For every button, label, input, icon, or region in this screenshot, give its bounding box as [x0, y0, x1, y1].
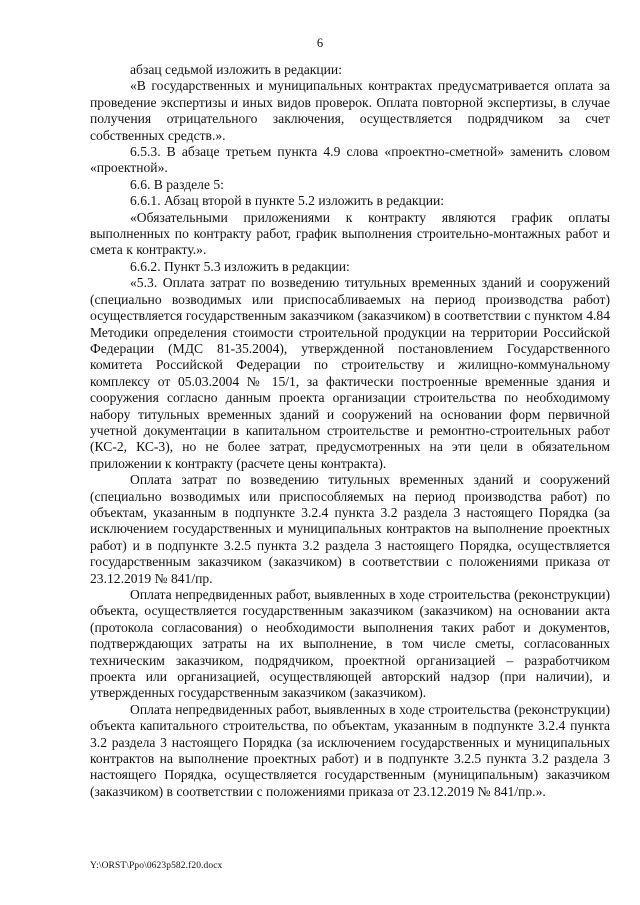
- paragraph-6-5-3: 6.5.3. В абзаце третьем пункта 4.9 слова «проектно-сметной» заменить словом «проектной».: [90, 144, 610, 176]
- paragraph-6-6-2: 6.6.2. Пункт 5.3 изложить в редакции:: [130, 258, 350, 274]
- paragraph-5-3-quote: «5.3. Оплата затрат по возведению титульных временных зданий и сооружений (специально возводимых или приспосабливаемых на период производства работ) осуществляется государственным заказчиком (заказчиком) в соответствии с пунктом 4.84 Методики определения стоимости строительной продукции на территории Российской Федерации (МДС 81-35.2004), утвержденной постановлением Государственного комитета Российской Федерации по строительству и жилищно-коммунальному комплексу от 05.03.2004 № 15/1, за фактически построенные временные здания и сооружения согласно данным проекта организации строительства по необходимому набору титульных временных зданий и сооружений на основании форм первичной учетной документации в капитальном строительстве и ремонтно-строительных работ (КС-2, КС-3), но не более затрат, предусмотренных на эти цели в обязательном приложении к контракту (расчете цены контракта).: [90, 275, 610, 471]
- paragraph-temporary-buildings: Оплата затрат по возведению титульных временных зданий и сооружений (специально возводимых или приспособляемых на период производства работ) по объектам, указанным в подпункте 3.2.4 пункта 3.2 раздела 3 настоящего Порядка (за исключением государственных и муниципальных контрактов на выполнение проектных работ) и в подпункте 3.2.5 пункта 3.2 раздела 3 настоящего Порядка, осуществляется государственным заказчиком (заказчиком) в соответствии с положениями приказа от 23.12.2019 № 841/пр.: [90, 472, 610, 586]
- document-body: [90, 62, 610, 800]
- paragraph-unforeseen-works-capital: Оплата непредвиденных работ, выявленных в ходе строительства (реконструкции) объекта капитального строительства, по объектам, указанным в подпункте 3.2.4 пункта 3.2 раздела 3 настоящего Порядка (за исключением государственных и муниципальных контрактов на выполнение проектных работ) и в подпункте 3.2.5 пункта 3.2 раздела 3 настоящего Порядка, осуществляется государственным (муниципальным) заказчиком (заказчиком) в соответствии с положениями приказа от 23.12.2019 № 841/пр.».: [90, 701, 610, 799]
- paragraph-expertise-quote: «В государственных и муниципальных контрактах предусматривается оплата за проведение экспертизы и иных видов проверок. Оплата повторной экспертизы, в случае получения отрицательного заключения, осуществляется подрядчиком за счет собственных средств.».: [90, 78, 610, 143]
- paragraph-unforeseen-works: Оплата непредвиденных работ, выявленных в ходе строительства (реконструкции) объекта, осуществляется государственным заказчиком (заказчиком) на основании акта (протокола согласования) о необходимости выполнения таких работ и документов, подтверждающих затраты на их выполнение, в том числе сметы, согласованных техническим заказчиком, подрядчиком, проектной организацией – разработчиком проекта или организацией, осуществляющей авторский надзор (при наличии), и утвержденных государственным заказчиком (заказчиком).: [90, 587, 610, 701]
- paragraph-6-6-1: 6.6.1. Абзац второй в пункте 5.2 изложить в редакции:: [130, 193, 445, 209]
- paragraph-appendices-quote: «Обязательными приложениями к контракту являются график оплаты выполненных по контракту работ, график выполнения строительно-монтажных работ и смета к контракту.».: [90, 209, 610, 258]
- paragraph-6-6: 6.6. В разделе 5:: [130, 176, 224, 192]
- paragraph-intro: абзац седьмой изложить в редакции:: [130, 62, 342, 77]
- page-number: 6: [316, 36, 324, 50]
- footer-file-path: Y:\ORST\Ppo\0623p582.f20.docx: [90, 861, 223, 871]
